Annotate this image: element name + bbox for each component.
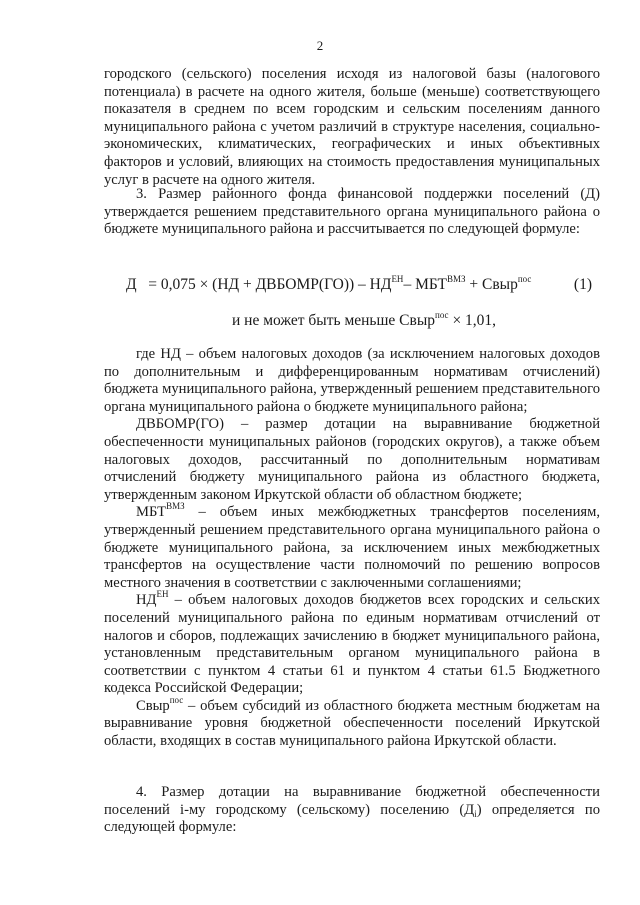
item-4-post: ) определяется по следующей формуле: [104,801,600,836]
condition-text: и не может быть меньше Свыр [232,312,436,329]
page-number: 2 [316,38,324,53]
nden-text: – объем налоговых доходов бюджетов всех городских и сельских поселений муниципального района по единым нормативам отчислений от налогов и сборов, подлежащих зачислению в бюджет муниципального района, установленным представительным органом муниципального района в соответствии с пунктом 4 статьи 61 и пунктом 4 статьи 61.5 Бюджетного кодекса Российской Федерации; [104,592,600,697]
formula-lhs: Д [126,276,137,293]
item-4-pre: 4. Размер дотации на выравнивание бюджетной обеспеченности поселений i-му городскому (сельскому) поселению (Д [104,784,600,818]
nden-term: НД [136,592,157,609]
intro-paragraph-block [104,66,600,189]
mbt-term: МБТ [136,504,167,521]
formula-mbt: – МБТ [403,276,448,293]
mbt-sup: ВМЗ [166,501,185,512]
definition-dvbomr: ДВБОМР(ГО) – размер дотации на выравнивание бюджетной обеспеченности муниципальных районов (городских округов), а также объем налоговых доходов, рассчитанный по дополнительным нормативам отчислений бюджету муниципального района из областного бюджета, утвержденным законом Иркутской области об областном бюджете; [104,416,600,503]
formula-sup-en: ЕН [391,274,404,284]
item-4-paragraph [104,784,600,837]
formula-sup-pos: пос [517,274,532,284]
condition-factor: × 1,01, [452,312,497,329]
svyr-sup: пос [169,694,184,705]
mbt-text: – объем иных межбюджетных трансфертов поселениям, утвержденный решением представительного органа муниципального района о бюджете муниципального района, за исключением иных межбюджетных трансфертов на осуществление части полномочий по решению вопросов местного значения в соответствии с заключенными соглашениями; [104,504,600,591]
definitions-block [104,346,600,751]
definition-nd: где НД – объем налоговых доходов (за исключением налоговых доходов по дополнительным и дифференцированным нормативам отчислений) бюджета муниципального района, утвержденный решением представительного органа муниципального района о бюджете муниципального района; [104,346,600,415]
formula-eq: = 0,075 × (НД + ДВБОМР(ГО)) – НД [148,276,392,293]
formula-1 [126,276,604,294]
item-3-block [104,186,600,239]
item-4-block [104,784,600,837]
svyr-text: – объем субсидий из областного бюджета местным бюджетам на выравнивание уровня бюджетной обеспеченности поселений Иркутской области, входящих в состав муниципального района Иркутской области. [104,697,600,750]
formula-sup-vmz: ВМЗ [447,274,466,284]
intro-paragraph: городского (сельского) поселения исходя из налоговой базы (налогового потенциала) в расчете на одного жителя, больше (меньше) соответствующего показателя в среднем по всем городским и сельским поселениям данного муниципального района с учетом различий в структуре населения, социально-экономических, климатических, географических и иных объективных факторов и условий, влияющих на стоимость предоставления муниципальных услуг в расчете на одного жителя. [104,66,600,188]
definition-mbt [104,501,600,592]
item-3-paragraph: 3. Размер районного фонда финансовой поддержки поселений (Д) утверждается решением представительного органа муниципального района о бюджете муниципального района и рассчитывается по следующей формуле: [104,186,600,238]
item-4-sub: i [474,808,477,819]
formula-number: (1) [573,276,592,293]
nden-sup: ЕН [156,589,169,600]
definition-svyr [104,694,600,751]
svyr-term: Свыр [136,697,170,714]
definition-nd-en [104,589,600,698]
formula-condition [232,312,496,330]
formula-svyr: + Свыр [469,276,518,293]
condition-sup: пос [435,310,449,320]
